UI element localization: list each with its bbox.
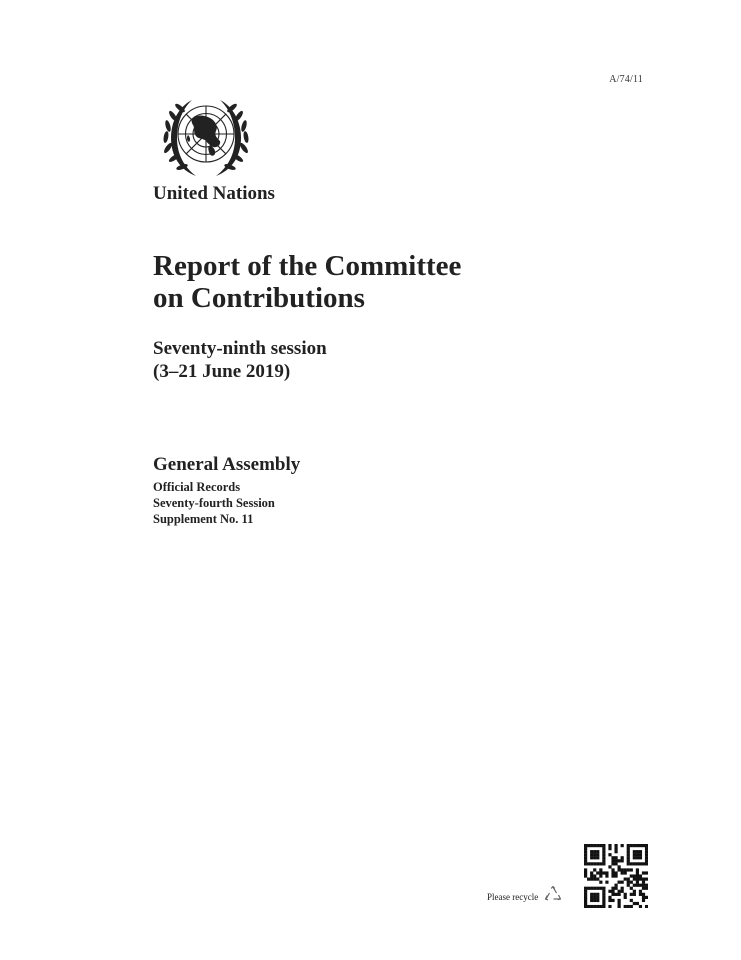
general-assembly-heading: General Assembly — [153, 454, 301, 475]
recycle-label: Please recycle — [487, 892, 539, 902]
official-records — [153, 479, 275, 527]
session-dates: (3–21 June 2019) — [153, 361, 291, 382]
recycle-icon — [543, 885, 563, 910]
document-symbol: A/74/11 — [609, 74, 643, 85]
report-title — [153, 250, 461, 314]
session-info — [153, 337, 327, 383]
records-line: Seventy-fourth Session — [153, 496, 275, 510]
records-line: Official Records — [153, 480, 241, 494]
organization-name: United Nations — [153, 183, 275, 204]
recycle-notice — [487, 887, 563, 907]
un-emblem-icon — [150, 90, 262, 186]
qr-code-icon — [584, 844, 648, 908]
records-line: Supplement No. 11 — [153, 512, 254, 526]
session-name: Seventy-ninth session — [153, 338, 327, 359]
title-line: Report of the Committee — [153, 250, 462, 282]
title-line: on Contributions — [153, 282, 365, 314]
